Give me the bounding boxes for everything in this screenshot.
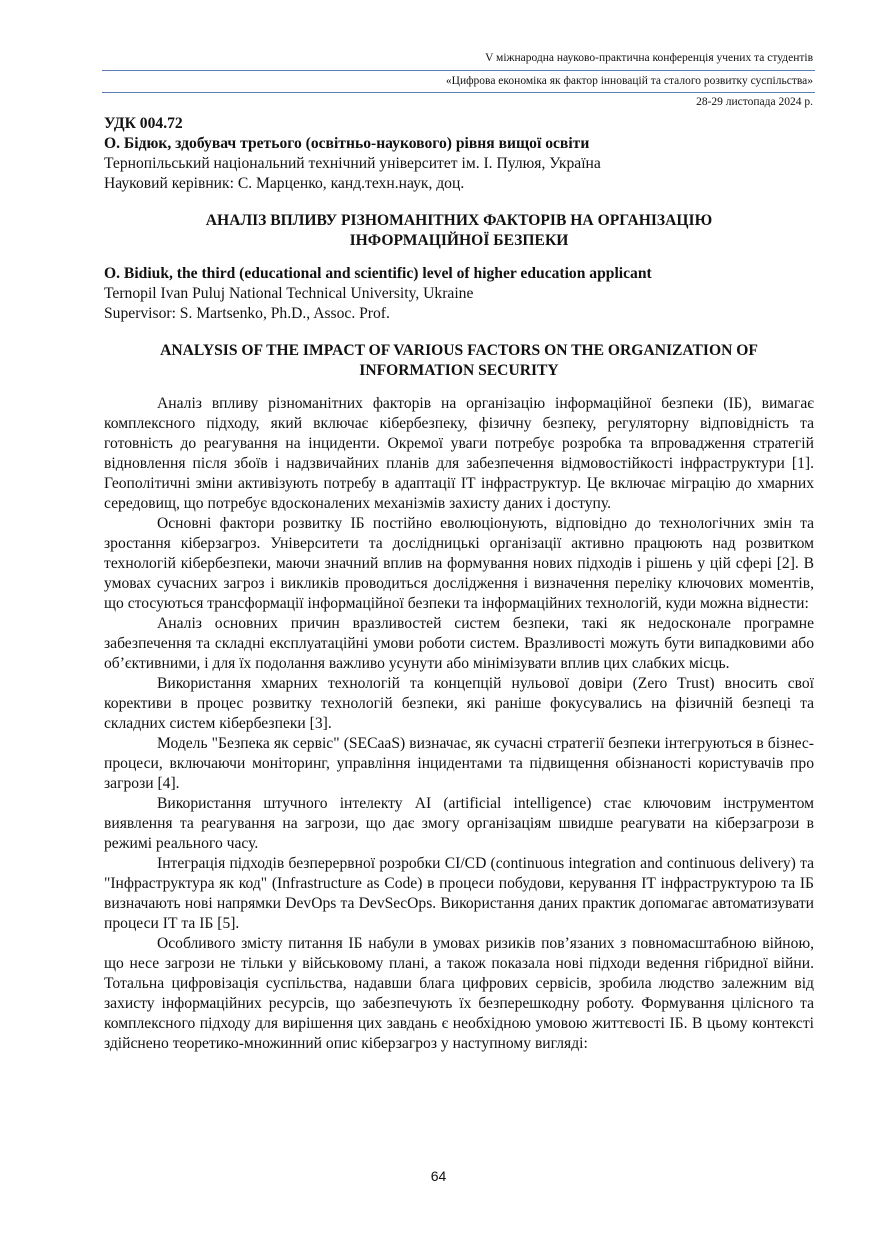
title-en (104, 341, 814, 381)
title-ua-line: АНАЛІЗ ВПЛИВУ РІЗНОМАНІТНИХ ФАКТОРІВ НА ОРГАНІЗАЦІЮ (205, 212, 713, 229)
body-paragraph: Основні фактори розвитку ІБ постійно еволюціонують, відповідно до технологічних змін та зростання кіберзагроз. Університети та дослідницькі організації активно працюють над розвитком технологій кібербезпеки, маючи значний вплив на формування нових підходів і рішень у цій сфері [2]. В умовах сучасних загроз і викликів проводиться дослідження і визначення переліку ключових моментів, що стосуються трансформації інформаційної безпеки та інформаційних технологій, куди можна віднести: (104, 515, 814, 612)
body-paragraph: Аналіз впливу різноманітних факторів на організацію інформаційної безпеки (ІБ), вимагає комплексного підходу, який включає кібербезпеку, фізичну безпеку, регуляторну відповідність та готовність до реагування на інциденти. Окремої уваги потребує розробка та впровадження стратегій відновлення після збоїв і надзвичайних планів для забезпечення відмовостійкості інфраструктури [1]. Геополітичні зміни активізують потребу в адаптації ІТ інфраструктур. Це включає міграцію до хмарних середовищ, що потребує вдосконалених механізмів захисту даних і доступу. (104, 395, 814, 512)
author-ua-name: О. Бідюк, здобувач третього (освітньо-наукового) рівня вищої освіти (104, 135, 590, 152)
header-rule (102, 92, 815, 93)
header-theme: «Цифрова економіка як фактор інновацій та сталого розвитку суспільства» (445, 75, 813, 87)
author-en-name: O. Bidiuk, the third (educational and scientific) level of higher education applicant (104, 265, 652, 282)
author-en-affiliation: Ternopil Ivan Puluj National Technical University, Ukraine (104, 285, 474, 302)
udk-code: УДК 004.72 (104, 115, 183, 132)
header-rule (102, 70, 815, 71)
body-paragraph: Використання хмарних технологій та концепцій нульової довіри (Zero Trust) вносить свої корективи в процес розвитку технологій безпеки, які раніше фокусувались на фізичній безпеці та складних систем кібербезпеки [3]. (104, 675, 814, 732)
article-body (104, 394, 814, 1054)
body-paragraph: Особливого змісту питання ІБ набули в умовах ризиків пов’язаних з повномасштабною війною, що несе загрози не тільки у військовому плані, а також показала нові підходи ведення гібридної війни. Тотальна цифровізація суспільства, надавши блага цифрових сервісів, зробила людство залежним від захисту інформаційних ресурсів, що забезпечують їх безперешкодну роботу. Формування цілісного та комплексного підходу для вирішення цих завдань є необхідною умовою життєвості ІБ. В цьому контексті здійснено теоретико-множинний опис кіберзагроз у наступному вигляді: (104, 935, 814, 1052)
header-date: 28-29 листопада 2024 р. (696, 96, 813, 108)
article-content (104, 114, 814, 1054)
author-ua-supervisor: Науковий керівник: С. Марценко, канд.техн.наук, доц. (104, 175, 465, 192)
title-ua-line: ІНФОРМАЦІЙНОЇ БЕЗПЕКИ (349, 232, 569, 249)
author-ua-affiliation: Тернопільський національний технічний університет ім. І. Пулюя, Україна (104, 155, 601, 172)
page-number: 64 (430, 1168, 447, 1184)
author-en-supervisor: Supervisor: S. Martsenko, Ph.D., Assoc. Prof. (104, 305, 390, 322)
title-en-line: INFORMATION SECURITY (359, 362, 559, 379)
header-conference: V міжнародна науково-практична конференція учених та студентів (485, 52, 813, 64)
title-en-line: ANALYSIS OF THE IMPACT OF VARIOUS FACTORS ON THE ORGANIZATION OF (160, 342, 758, 359)
title-ua (104, 211, 814, 251)
body-paragraph: Модель "Безпека як сервіс" (SECaaS) визначає, як сучасні стратегії безпеки інтегруються в бізнес-процеси, включаючи моніторинг, управління інцидентами та підвищення обізнаності користувачів про загрози [4]. (104, 735, 814, 792)
body-paragraph: Використання штучного інтелекту AI (artificial intelligence) стає ключовим інструментом виявлення та реагування на загрози, що дає змогу організаціям швидше реагувати на кіберзагрози в режимі реального часу. (104, 795, 814, 852)
body-paragraph: Аналіз основних причин вразливостей систем безпеки, такі як недосконале програмне забезпечення та складні експлуатаційні умови роботи систем. Вразливості можуть бути випадковими або об’єктивними, і для їх подолання важливо усунути або мінімізувати вплив цих слабких місць. (104, 615, 814, 672)
body-paragraph: Інтеграція підходів безперервної розробки CI/CD (continuous integration and continuous delivery) та "Інфраструктура як код" (Infrastructure as Code) в процеси побудови, керування ІТ інфраструктурою та ІБ визначають нові напрямки DevOps та DevSecOps. Використання даних практик допомагає автоматизувати процеси ІТ та ІБ [5]. (104, 855, 814, 932)
